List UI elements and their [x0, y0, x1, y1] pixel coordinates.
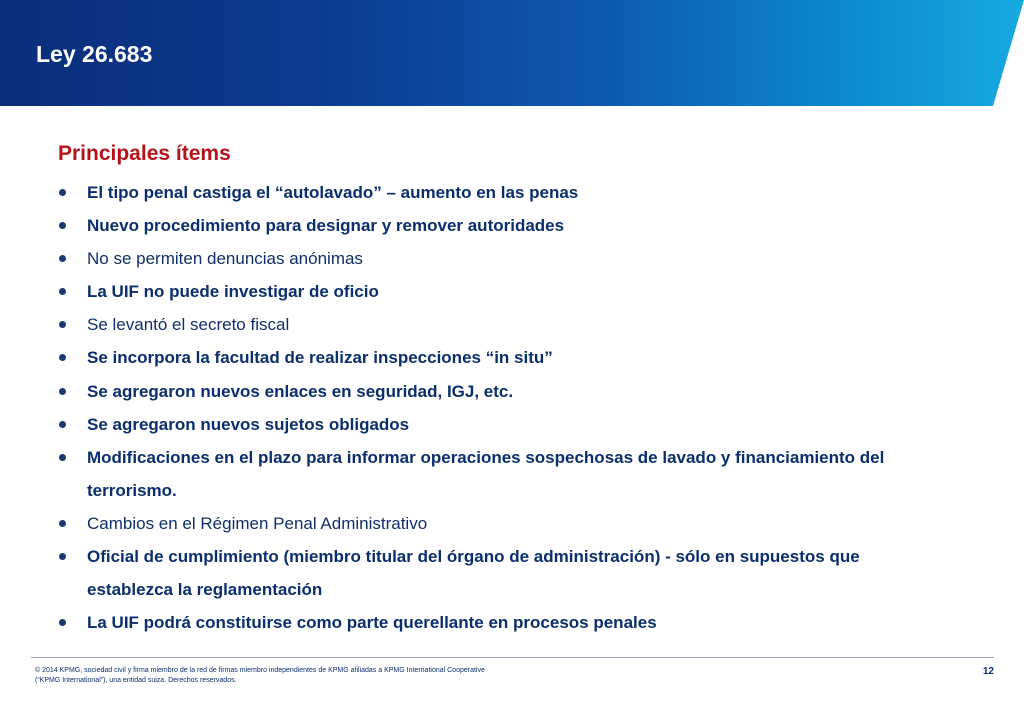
- bullet-item: [58, 540, 938, 606]
- header-band: [0, 0, 1024, 106]
- section-heading: Principales ítems: [58, 142, 231, 165]
- bullet-item: [58, 375, 938, 408]
- bullet-list: [58, 176, 938, 639]
- bullet-item: [58, 507, 938, 540]
- bullet-dot-icon: [59, 454, 66, 461]
- footer-copyright: © 2014 KPMG, sociedad civil y firma miembro de la red de firmas miembro independientes de KPMG afiliadas a KPMG International Cooperative (“KPMG International”), una entidad suiza. Derechos reservados.: [35, 667, 485, 684]
- bullet-dot-icon: [59, 421, 66, 428]
- bullet-text: Se agregaron nuevos enlaces en seguridad, IGJ, etc.: [87, 381, 514, 401]
- bullet-item: [58, 408, 938, 441]
- page-number: 12: [982, 666, 994, 677]
- bullet-dot-icon: [59, 553, 66, 560]
- bullet-dot-icon: [59, 619, 66, 626]
- bullet-item: [58, 209, 938, 242]
- bullet-dot-icon: [59, 222, 66, 229]
- bullet-item: [58, 606, 938, 639]
- bullet-dot-icon: [59, 189, 66, 196]
- bullet-item: [58, 441, 938, 507]
- bullet-item: [58, 176, 938, 209]
- bullet-item: [58, 242, 938, 275]
- bullet-item: [58, 341, 938, 374]
- bullet-text: Se incorpora la facultad de realizar inspecciones “in situ”: [87, 348, 553, 368]
- bullet-item: [58, 275, 938, 308]
- bullet-text: Se agregaron nuevos sujetos obligados: [87, 414, 410, 434]
- bullet-dot-icon: [59, 388, 66, 395]
- bullet-text: Oficial de cumplimiento (miembro titular del órgano de administración) - sólo en supuestos que establezca la reglamentación: [87, 547, 860, 600]
- bullet-text: Nuevo procedimiento para designar y remover autoridades: [87, 216, 565, 236]
- bullet-text: La UIF no puede investigar de oficio: [87, 282, 379, 302]
- bullet-dot-icon: [59, 520, 66, 527]
- bullet-text: La UIF podrá constituirse como parte querellante en procesos penales: [87, 613, 657, 633]
- slide-title: Ley 26.683: [36, 41, 153, 67]
- bullet-text: Modificaciones en el plazo para informar operaciones sospechosas de lavado y financiamiento del terrorismo.: [87, 447, 885, 500]
- bullet-dot-icon: [59, 288, 66, 295]
- bullet-text: No se permiten denuncias anónimas: [87, 249, 363, 269]
- bullet-item: [58, 308, 938, 341]
- bullet-dot-icon: [59, 255, 66, 262]
- bullet-text: Se levantó el secreto fiscal: [87, 315, 290, 335]
- footer-divider: [31, 657, 994, 658]
- bullet-text: Cambios en el Régimen Penal Administrativo: [87, 513, 428, 533]
- bullet-text: El tipo penal castiga el “autolavado” – aumento en las penas: [87, 183, 579, 202]
- bullet-dot-icon: [59, 321, 66, 328]
- bullet-dot-icon: [59, 354, 66, 361]
